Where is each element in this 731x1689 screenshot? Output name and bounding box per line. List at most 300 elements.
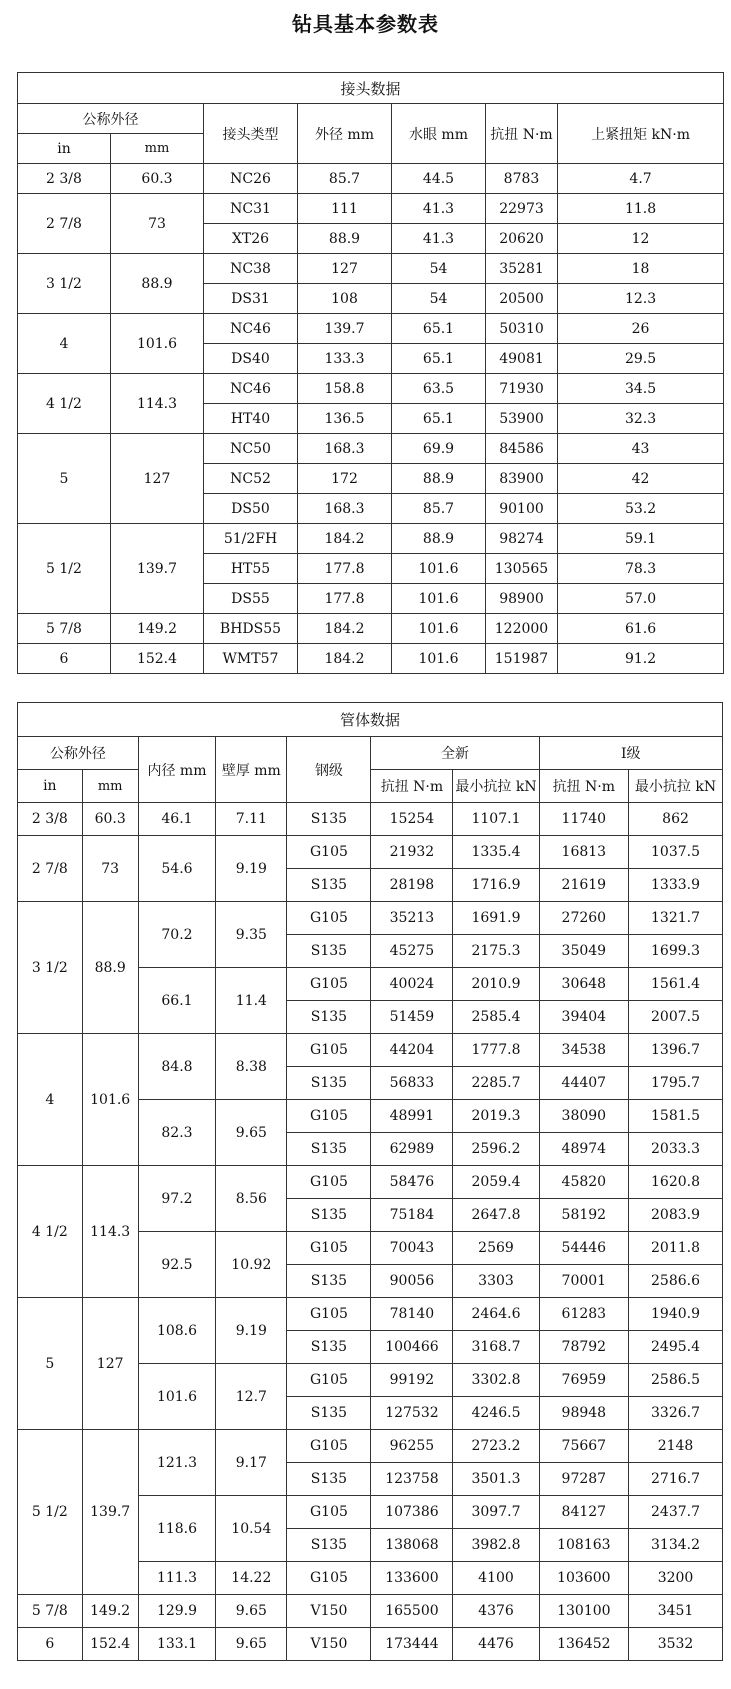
pipe-cell-class1-min-tension: 3134.2 (629, 1529, 723, 1562)
pipe-cell-mm: 152.4 (82, 1628, 138, 1661)
pipe-cell-class1-min-tension: 1321.7 (629, 902, 723, 935)
joint-cell-in: 5 7/8 (18, 614, 111, 644)
pipe-cell-class1-min-tension: 1561.4 (629, 968, 723, 1001)
pipe-header-class1-min-tension: 最小抗拉 kN (629, 770, 723, 803)
pipe-cell-new-torsion: 90056 (371, 1265, 453, 1298)
pipe-cell-grade: G105 (287, 1496, 371, 1529)
joint-cell-bore: 69.9 (392, 434, 486, 464)
pipe-cell-new-torsion: 51459 (371, 1001, 453, 1034)
joint-cell-bore: 85.7 (392, 494, 486, 524)
joint-cell-torsion: 90100 (486, 494, 558, 524)
joint-cell-makeup-torque: 12.3 (558, 284, 724, 314)
pipe-header-class1-torsion: 抗扭 N·m (539, 770, 628, 803)
joint-cell-joint-type: NC26 (204, 164, 298, 194)
joint-cell-joint-type: HT40 (204, 404, 298, 434)
table-row (18, 194, 724, 224)
table-row (18, 374, 724, 404)
joint-cell-torsion: 151987 (486, 644, 558, 674)
pipe-cell-new-min-tension: 2285.7 (453, 1067, 539, 1100)
pipe-cell-new-torsion: 58476 (371, 1166, 453, 1199)
pipe-cell-new-torsion: 75184 (371, 1199, 453, 1232)
pipe-cell-id: 92.5 (138, 1232, 216, 1298)
joint-cell-od: 133.3 (298, 344, 392, 374)
pipe-cell-new-torsion: 78140 (371, 1298, 453, 1331)
pipe-cell-wall: 9.65 (216, 1628, 287, 1661)
pipe-cell-grade: S135 (287, 1529, 371, 1562)
pipe-cell-class1-torsion: 39404 (539, 1001, 628, 1034)
pipe-cell-new-min-tension: 3168.7 (453, 1331, 539, 1364)
pipe-cell-class1-torsion: 61283 (539, 1298, 628, 1331)
pipe-cell-new-min-tension: 2059.4 (453, 1166, 539, 1199)
joint-cell-joint-type: DS50 (204, 494, 298, 524)
pipe-cell-new-torsion: 28198 (371, 869, 453, 902)
pipe-table-caption: 管体数据 (18, 703, 723, 737)
pipe-cell-in: 5 7/8 (18, 1595, 83, 1628)
joint-cell-od: 184.2 (298, 524, 392, 554)
joint-cell-bore: 41.3 (392, 224, 486, 254)
pipe-cell-grade: S135 (287, 935, 371, 968)
pipe-cell-class1-min-tension: 2586.6 (629, 1265, 723, 1298)
pipe-cell-new-torsion: 100466 (371, 1331, 453, 1364)
pipe-header-grade: 钢级 (287, 737, 371, 803)
joint-cell-makeup-torque: 34.5 (558, 374, 724, 404)
pipe-cell-grade: V150 (287, 1628, 371, 1661)
pipe-cell-in: 4 (18, 1034, 83, 1166)
pipe-cell-class1-min-tension: 3532 (629, 1628, 723, 1661)
joint-cell-bore: 101.6 (392, 584, 486, 614)
pipe-cell-id: 121.3 (138, 1430, 216, 1496)
joint-cell-bore: 54 (392, 254, 486, 284)
pipe-cell-new-min-tension: 1107.1 (453, 803, 539, 836)
pipe-cell-new-min-tension: 4376 (453, 1595, 539, 1628)
joint-cell-bore: 101.6 (392, 554, 486, 584)
joint-cell-bore: 41.3 (392, 194, 486, 224)
joint-cell-bore: 88.9 (392, 464, 486, 494)
joint-cell-joint-type: DS55 (204, 584, 298, 614)
pipe-cell-in: 4 1/2 (18, 1166, 83, 1298)
pipe-cell-new-torsion: 133600 (371, 1562, 453, 1595)
joint-cell-makeup-torque: 78.3 (558, 554, 724, 584)
pipe-cell-class1-torsion: 44407 (539, 1067, 628, 1100)
joint-cell-in: 2 3/8 (18, 164, 111, 194)
pipe-cell-new-torsion: 127532 (371, 1397, 453, 1430)
pipe-cell-new-torsion: 35213 (371, 902, 453, 935)
pipe-cell-id: 129.9 (138, 1595, 216, 1628)
joint-cell-mm: 60.3 (111, 164, 204, 194)
pipe-cell-new-min-tension: 3097.7 (453, 1496, 539, 1529)
pipe-cell-class1-min-tension: 1037.5 (629, 836, 723, 869)
pipe-cell-class1-min-tension: 3451 (629, 1595, 723, 1628)
table-row (18, 314, 724, 344)
pipe-cell-new-min-tension: 4100 (453, 1562, 539, 1595)
joint-cell-torsion: 22973 (486, 194, 558, 224)
joint-cell-makeup-torque: 43 (558, 434, 724, 464)
pipe-cell-grade: S135 (287, 1331, 371, 1364)
pipe-cell-class1-torsion: 45820 (539, 1166, 628, 1199)
joint-cell-bore: 63.5 (392, 374, 486, 404)
joint-cell-makeup-torque: 18 (558, 254, 724, 284)
joint-cell-mm: 101.6 (111, 314, 204, 374)
pipe-cell-id: 101.6 (138, 1364, 216, 1430)
joint-cell-mm: 139.7 (111, 524, 204, 614)
pipe-header-nominal-od: 公称外径 (18, 737, 139, 770)
pipe-cell-mm: 127 (82, 1298, 138, 1430)
joint-cell-makeup-torque: 26 (558, 314, 724, 344)
joint-header-torsion: 抗扭 N·m (486, 104, 558, 164)
joint-cell-joint-type: NC50 (204, 434, 298, 464)
joint-cell-mm: 88.9 (111, 254, 204, 314)
pipe-cell-id: 97.2 (138, 1166, 216, 1232)
pipe-cell-new-min-tension: 2175.3 (453, 935, 539, 968)
pipe-cell-in: 2 7/8 (18, 836, 83, 902)
joint-cell-mm: 149.2 (111, 614, 204, 644)
pipe-cell-class1-torsion: 76959 (539, 1364, 628, 1397)
pipe-cell-class1-torsion: 35049 (539, 935, 628, 968)
pipe-cell-grade: S135 (287, 1397, 371, 1430)
pipe-cell-class1-min-tension: 1620.8 (629, 1166, 723, 1199)
joint-header-nominal-od: 公称外径 (18, 104, 204, 134)
joint-cell-od: 168.3 (298, 434, 392, 464)
joint-cell-makeup-torque: 12 (558, 224, 724, 254)
joint-cell-joint-type: XT26 (204, 224, 298, 254)
pipe-cell-new-min-tension: 4476 (453, 1628, 539, 1661)
pipe-cell-class1-min-tension: 1940.9 (629, 1298, 723, 1331)
joint-cell-joint-type: HT55 (204, 554, 298, 584)
joint-cell-torsion: 20620 (486, 224, 558, 254)
joint-cell-torsion: 50310 (486, 314, 558, 344)
pipe-cell-new-min-tension: 2569 (453, 1232, 539, 1265)
joint-data-table (17, 72, 724, 674)
pipe-cell-wall: 14.22 (216, 1562, 287, 1595)
pipe-cell-class1-min-tension: 3200 (629, 1562, 723, 1595)
pipe-cell-class1-torsion: 130100 (539, 1595, 628, 1628)
pipe-cell-class1-min-tension: 2083.9 (629, 1199, 723, 1232)
pipe-header-new-torsion: 抗扭 N·m (371, 770, 453, 803)
pipe-cell-class1-min-tension: 862 (629, 803, 723, 836)
joint-cell-makeup-torque: 42 (558, 464, 724, 494)
table-row (18, 614, 724, 644)
joint-cell-makeup-torque: 32.3 (558, 404, 724, 434)
pipe-cell-grade: G105 (287, 1034, 371, 1067)
pipe-cell-class1-torsion: 78792 (539, 1331, 628, 1364)
pipe-cell-grade: S135 (287, 1133, 371, 1166)
joint-cell-od: 111 (298, 194, 392, 224)
pipe-cell-class1-min-tension: 3326.7 (629, 1397, 723, 1430)
joint-table-body (18, 164, 724, 674)
joint-cell-mm: 114.3 (111, 374, 204, 434)
joint-cell-makeup-torque: 57.0 (558, 584, 724, 614)
pipe-cell-new-torsion: 48991 (371, 1100, 453, 1133)
pipe-cell-class1-torsion: 136452 (539, 1628, 628, 1661)
pipe-cell-mm: 60.3 (82, 803, 138, 836)
pipe-cell-class1-min-tension: 2148 (629, 1430, 723, 1463)
table-row (18, 1595, 723, 1628)
joint-cell-torsion: 130565 (486, 554, 558, 584)
joint-cell-in: 3 1/2 (18, 254, 111, 314)
pipe-cell-new-min-tension: 2010.9 (453, 968, 539, 1001)
joint-cell-torsion: 35281 (486, 254, 558, 284)
joint-cell-bore: 54 (392, 284, 486, 314)
pipe-cell-id: 111.3 (138, 1562, 216, 1595)
pipe-cell-grade: G105 (287, 1166, 371, 1199)
pipe-cell-grade: G105 (287, 1232, 371, 1265)
joint-cell-od: 168.3 (298, 494, 392, 524)
joint-cell-in: 5 (18, 434, 111, 524)
pipe-cell-class1-torsion: 84127 (539, 1496, 628, 1529)
table-row (18, 1166, 723, 1199)
joint-cell-bore: 88.9 (392, 524, 486, 554)
joint-header-od: 外径 mm (298, 104, 392, 164)
pipe-cell-new-min-tension: 1691.9 (453, 902, 539, 935)
pipe-cell-grade: S135 (287, 803, 371, 836)
pipe-cell-id: 82.3 (138, 1100, 216, 1166)
pipe-table-body (18, 803, 723, 1661)
table-row (18, 644, 724, 674)
joint-cell-bore: 65.1 (392, 404, 486, 434)
pipe-cell-id: 84.8 (138, 1034, 216, 1100)
joint-cell-od: 184.2 (298, 614, 392, 644)
pipe-cell-class1-torsion: 11740 (539, 803, 628, 836)
pipe-cell-new-min-tension: 3982.8 (453, 1529, 539, 1562)
table-row (18, 1628, 723, 1661)
pipe-cell-new-min-tension: 2647.8 (453, 1199, 539, 1232)
joint-cell-makeup-torque: 91.2 (558, 644, 724, 674)
pipe-cell-grade: G105 (287, 902, 371, 935)
pipe-cell-new-torsion: 96255 (371, 1430, 453, 1463)
pipe-cell-wall: 9.19 (216, 1298, 287, 1364)
pipe-cell-class1-torsion: 75667 (539, 1430, 628, 1463)
pipe-cell-grade: S135 (287, 1199, 371, 1232)
joint-cell-bore: 65.1 (392, 344, 486, 374)
pipe-cell-new-torsion: 99192 (371, 1364, 453, 1397)
joint-cell-joint-type: NC46 (204, 314, 298, 344)
pipe-cell-id: 66.1 (138, 968, 216, 1034)
table-row (18, 803, 723, 836)
pipe-cell-new-torsion: 45275 (371, 935, 453, 968)
joint-cell-bore: 101.6 (392, 644, 486, 674)
pipe-cell-class1-min-tension: 2007.5 (629, 1001, 723, 1034)
pipe-cell-new-torsion: 40024 (371, 968, 453, 1001)
pipe-cell-class1-torsion: 98948 (539, 1397, 628, 1430)
joint-cell-mm: 73 (111, 194, 204, 254)
joint-cell-in: 5 1/2 (18, 524, 111, 614)
table-row (18, 1430, 723, 1463)
joint-cell-joint-type: NC52 (204, 464, 298, 494)
joint-cell-od: 177.8 (298, 584, 392, 614)
joint-cell-od: 136.5 (298, 404, 392, 434)
joint-header-joint-type: 接头类型 (204, 104, 298, 164)
pipe-header-new: 全新 (371, 737, 539, 770)
pipe-cell-new-min-tension: 2464.6 (453, 1298, 539, 1331)
pipe-cell-wall: 8.56 (216, 1166, 287, 1232)
pipe-cell-id: 46.1 (138, 803, 216, 836)
pipe-cell-in: 5 1/2 (18, 1430, 83, 1595)
pipe-cell-new-torsion: 123758 (371, 1463, 453, 1496)
pipe-cell-class1-torsion: 16813 (539, 836, 628, 869)
pipe-header-wall: 壁厚 mm (216, 737, 287, 803)
pipe-cell-class1-min-tension: 1795.7 (629, 1067, 723, 1100)
pipe-cell-wall: 9.35 (216, 902, 287, 968)
table-row (18, 524, 724, 554)
pipe-cell-wall: 10.54 (216, 1496, 287, 1562)
pipe-cell-grade: G105 (287, 1430, 371, 1463)
pipe-cell-class1-torsion: 21619 (539, 869, 628, 902)
joint-cell-in: 6 (18, 644, 111, 674)
joint-cell-torsion: 53900 (486, 404, 558, 434)
joint-header-in: in (18, 134, 111, 164)
pipe-cell-class1-min-tension: 1396.7 (629, 1034, 723, 1067)
joint-cell-od: 108 (298, 284, 392, 314)
pipe-cell-class1-torsion: 70001 (539, 1265, 628, 1298)
pipe-cell-class1-min-tension: 2495.4 (629, 1331, 723, 1364)
joint-cell-torsion: 20500 (486, 284, 558, 314)
pipe-cell-new-min-tension: 3501.3 (453, 1463, 539, 1496)
page-title: 钻具基本参数表 (292, 12, 439, 36)
pipe-cell-class1-torsion: 54446 (539, 1232, 628, 1265)
pipe-cell-mm: 139.7 (82, 1430, 138, 1595)
pipe-cell-class1-min-tension: 1699.3 (629, 935, 723, 968)
pipe-header-class1: Ⅰ级 (539, 737, 722, 770)
pipe-cell-class1-torsion: 58192 (539, 1199, 628, 1232)
joint-cell-torsion: 122000 (486, 614, 558, 644)
joint-cell-torsion: 8783 (486, 164, 558, 194)
pipe-cell-in: 3 1/2 (18, 902, 83, 1034)
pipe-cell-grade: S135 (287, 1463, 371, 1496)
pipe-cell-class1-min-tension: 2011.8 (629, 1232, 723, 1265)
pipe-header-in: in (18, 770, 83, 803)
pipe-cell-new-torsion: 165500 (371, 1595, 453, 1628)
pipe-cell-new-min-tension: 3303 (453, 1265, 539, 1298)
pipe-cell-wall: 9.19 (216, 836, 287, 902)
joint-cell-bore: 101.6 (392, 614, 486, 644)
pipe-cell-class1-min-tension: 2716.7 (629, 1463, 723, 1496)
pipe-header-mm: mm (82, 770, 138, 803)
pipe-cell-mm: 114.3 (82, 1166, 138, 1298)
pipe-cell-mm: 101.6 (82, 1034, 138, 1166)
joint-cell-joint-type: DS31 (204, 284, 298, 314)
table-row (18, 434, 724, 464)
pipe-cell-new-torsion: 173444 (371, 1628, 453, 1661)
joint-cell-od: 158.8 (298, 374, 392, 404)
pipe-cell-id: 118.6 (138, 1496, 216, 1562)
pipe-cell-id: 70.2 (138, 902, 216, 968)
joint-cell-makeup-torque: 53.2 (558, 494, 724, 524)
table-row (18, 1298, 723, 1331)
pipe-cell-grade: V150 (287, 1595, 371, 1628)
pipe-cell-class1-min-tension: 1581.5 (629, 1100, 723, 1133)
joint-cell-makeup-torque: 29.5 (558, 344, 724, 374)
pipe-cell-grade: S135 (287, 1001, 371, 1034)
pipe-cell-wall: 10.92 (216, 1232, 287, 1298)
table-row (18, 836, 723, 869)
joint-cell-in: 4 1/2 (18, 374, 111, 434)
joint-cell-torsion: 49081 (486, 344, 558, 374)
pipe-cell-class1-torsion: 48974 (539, 1133, 628, 1166)
pipe-cell-new-torsion: 21932 (371, 836, 453, 869)
pipe-cell-class1-min-tension: 2586.5 (629, 1364, 723, 1397)
pipe-cell-wall: 9.65 (216, 1100, 287, 1166)
pipe-cell-wall: 12.7 (216, 1364, 287, 1430)
pipe-cell-new-torsion: 15254 (371, 803, 453, 836)
pipe-cell-new-torsion: 44204 (371, 1034, 453, 1067)
joint-cell-joint-type: NC31 (204, 194, 298, 224)
pipe-cell-new-torsion: 70043 (371, 1232, 453, 1265)
pipe-cell-id: 108.6 (138, 1298, 216, 1364)
joint-cell-joint-type: NC38 (204, 254, 298, 284)
joint-cell-joint-type: WMT57 (204, 644, 298, 674)
joint-header-mm: mm (111, 134, 204, 164)
pipe-cell-id: 133.1 (138, 1628, 216, 1661)
joint-cell-makeup-torque: 59.1 (558, 524, 724, 554)
joint-cell-joint-type: 51/2FH (204, 524, 298, 554)
pipe-cell-wall: 8.38 (216, 1034, 287, 1100)
pipe-cell-new-min-tension: 1335.4 (453, 836, 539, 869)
pipe-cell-grade: G105 (287, 968, 371, 1001)
table-row (18, 164, 724, 194)
joint-cell-od: 184.2 (298, 644, 392, 674)
pipe-header-new-min-tension: 最小抗拉 kN (453, 770, 539, 803)
pipe-cell-class1-min-tension: 1333.9 (629, 869, 723, 902)
pipe-cell-grade: G105 (287, 1298, 371, 1331)
joint-cell-od: 127 (298, 254, 392, 284)
pipe-cell-wall: 9.65 (216, 1595, 287, 1628)
joint-cell-makeup-torque: 11.8 (558, 194, 724, 224)
pipe-cell-in: 6 (18, 1628, 83, 1661)
pipe-cell-grade: S135 (287, 1265, 371, 1298)
pipe-cell-in: 2 3/8 (18, 803, 83, 836)
pipe-cell-class1-torsion: 30648 (539, 968, 628, 1001)
pipe-cell-new-min-tension: 1777.8 (453, 1034, 539, 1067)
pipe-data-table (17, 702, 723, 1661)
pipe-cell-new-min-tension: 2596.2 (453, 1133, 539, 1166)
joint-cell-torsion: 84586 (486, 434, 558, 464)
table-row (18, 902, 723, 935)
joint-cell-in: 4 (18, 314, 111, 374)
pipe-cell-new-min-tension: 2723.2 (453, 1430, 539, 1463)
pipe-cell-wall: 11.4 (216, 968, 287, 1034)
pipe-cell-grade: G105 (287, 1364, 371, 1397)
pipe-cell-class1-torsion: 108163 (539, 1529, 628, 1562)
joint-cell-joint-type: BHDS55 (204, 614, 298, 644)
joint-cell-joint-type: NC46 (204, 374, 298, 404)
joint-header-bore: 水眼 mm (392, 104, 486, 164)
joint-cell-od: 88.9 (298, 224, 392, 254)
pipe-cell-class1-torsion: 97287 (539, 1463, 628, 1496)
pipe-cell-new-min-tension: 1716.9 (453, 869, 539, 902)
pipe-cell-id: 54.6 (138, 836, 216, 902)
pipe-cell-new-min-tension: 3302.8 (453, 1364, 539, 1397)
pipe-cell-in: 5 (18, 1298, 83, 1430)
joint-cell-bore: 44.5 (392, 164, 486, 194)
pipe-cell-mm: 88.9 (82, 902, 138, 1034)
table-row (18, 254, 724, 284)
pipe-cell-new-torsion: 62989 (371, 1133, 453, 1166)
pipe-cell-class1-min-tension: 2033.3 (629, 1133, 723, 1166)
joint-table-caption: 接头数据 (18, 73, 724, 104)
pipe-cell-new-min-tension: 2019.3 (453, 1100, 539, 1133)
joint-cell-torsion: 71930 (486, 374, 558, 404)
pipe-cell-new-torsion: 138068 (371, 1529, 453, 1562)
pipe-cell-new-torsion: 56833 (371, 1067, 453, 1100)
joint-cell-od: 177.8 (298, 554, 392, 584)
pipe-cell-grade: S135 (287, 869, 371, 902)
pipe-cell-class1-torsion: 38090 (539, 1100, 628, 1133)
pipe-cell-new-min-tension: 4246.5 (453, 1397, 539, 1430)
pipe-cell-class1-min-tension: 2437.7 (629, 1496, 723, 1529)
pipe-cell-class1-torsion: 27260 (539, 902, 628, 935)
table-row (18, 1034, 723, 1067)
joint-cell-makeup-torque: 4.7 (558, 164, 724, 194)
